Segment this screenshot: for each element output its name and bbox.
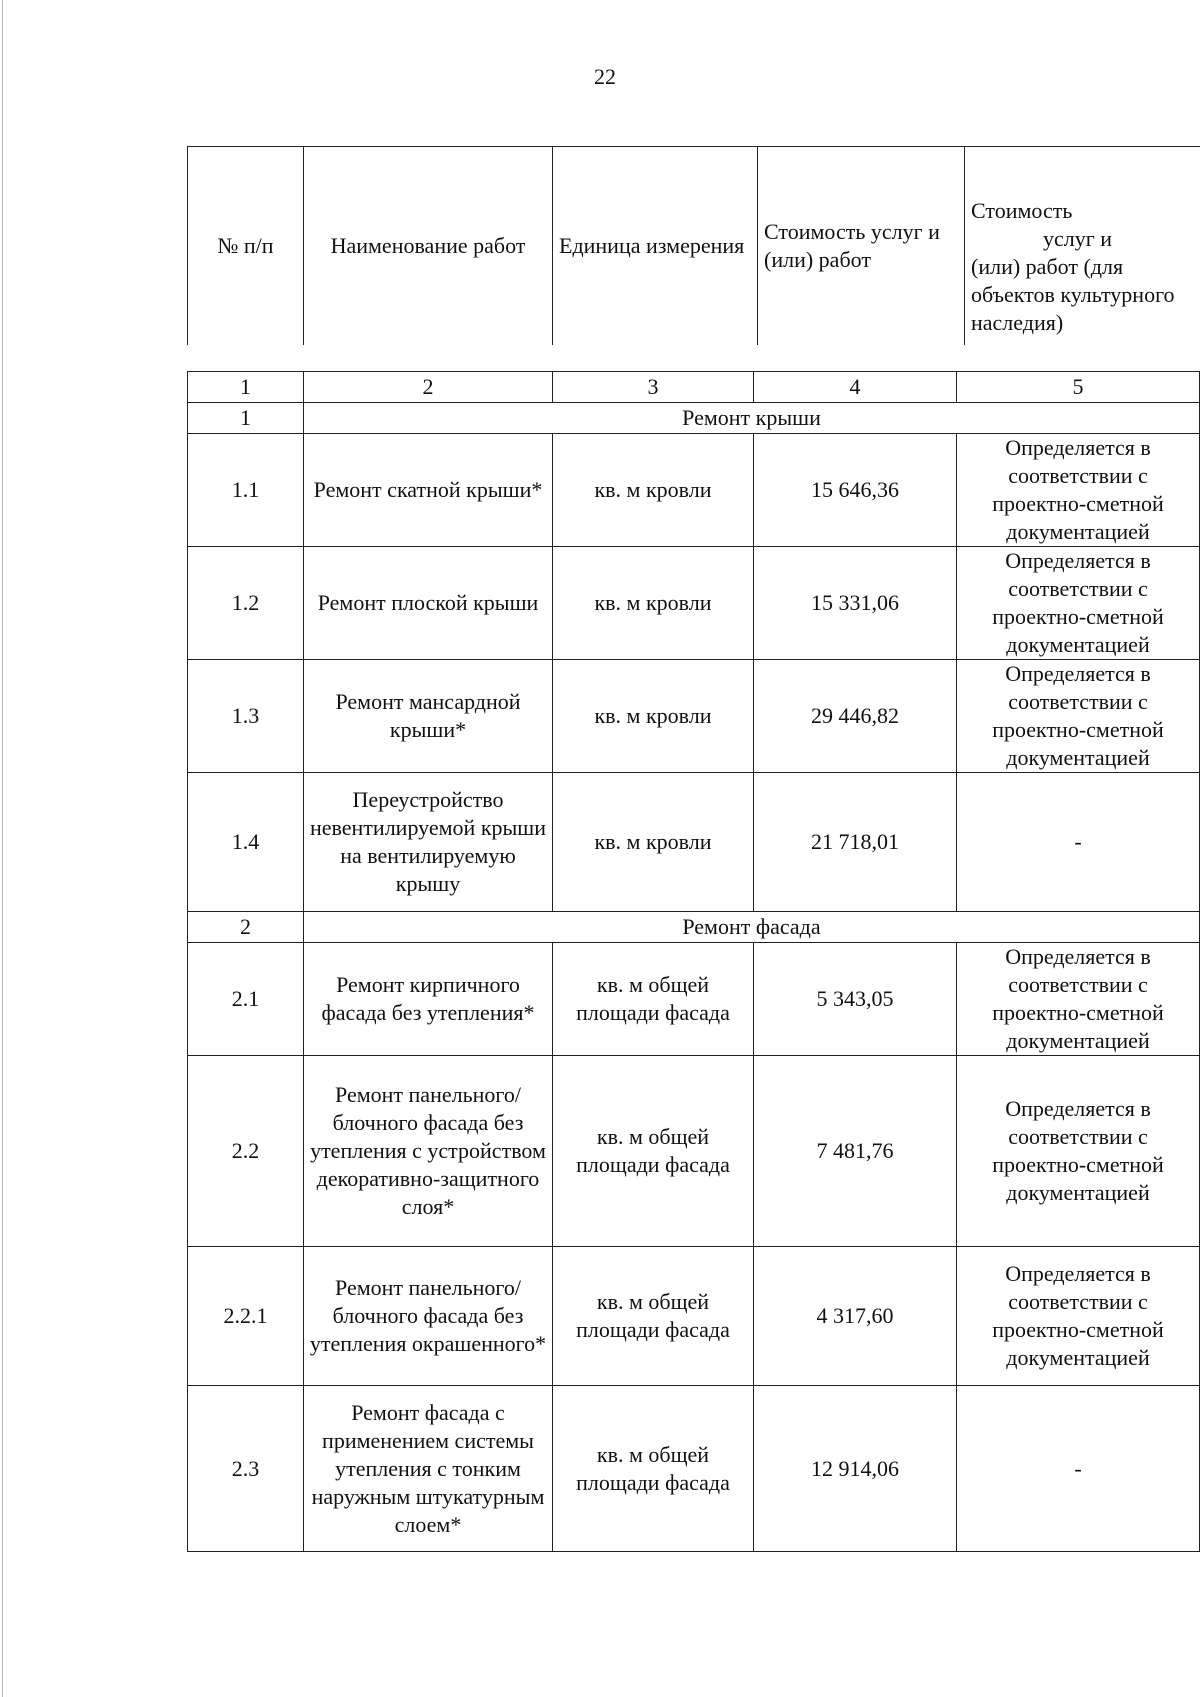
unit: кв. м общей площади фасада <box>553 943 754 1056</box>
unit: кв. м общей площади фасада <box>553 1247 754 1386</box>
cost: 29 446,82 <box>754 660 957 773</box>
table-row <box>188 943 1200 1056</box>
table-header <box>187 146 1200 345</box>
section-title: Ремонт фасада <box>304 912 1200 943</box>
unit: кв. м общей площади фасада <box>553 1386 754 1552</box>
row-number: 2.2.1 <box>188 1247 304 1386</box>
header-heritage-line1: Стоимость <box>971 198 1073 223</box>
column-number: 5 <box>957 372 1200 403</box>
header-unit: Единица измерения <box>553 147 758 346</box>
section-number: 1 <box>188 403 304 434</box>
cost: 15 331,06 <box>754 547 957 660</box>
row-number: 1.3 <box>188 660 304 773</box>
heritage-cost: Определяется в соответствии с проектно-сметной документацией <box>957 943 1200 1056</box>
work-name: Ремонт фасада с применением системы утепления с тонким наружным штукатурным слоем* <box>304 1386 553 1552</box>
row-number: 2.2 <box>188 1056 304 1247</box>
header-heritage-line2: услуг и <box>1043 226 1113 251</box>
heritage-cost: Определяется в соответствии с проектно-сметной документацией <box>957 434 1200 547</box>
work-name: Ремонт мансардной крыши* <box>304 660 553 773</box>
row-number: 1.1 <box>188 434 304 547</box>
column-number: 2 <box>304 372 553 403</box>
heritage-cost: Определяется в соответствии с проектно-сметной документацией <box>957 547 1200 660</box>
unit: кв. м кровли <box>553 434 754 547</box>
heritage-cost: - <box>957 1386 1200 1552</box>
unit: кв. м кровли <box>553 660 754 773</box>
table-row <box>188 660 1200 773</box>
column-number-row <box>188 372 1200 403</box>
header-number: № п/п <box>188 147 304 346</box>
section-row <box>188 403 1200 434</box>
cost: 5 343,05 <box>754 943 957 1056</box>
work-name: Ремонт кирпичного фасада без утепления* <box>304 943 553 1056</box>
row-number: 1.2 <box>188 547 304 660</box>
heritage-cost: Определяется в соответствии с проектно-сметной документацией <box>957 1056 1200 1247</box>
work-name: Ремонт панельного/блочного фасада без утепления окрашенного* <box>304 1247 553 1386</box>
table-row <box>188 434 1200 547</box>
row-number: 2.1 <box>188 943 304 1056</box>
section-title: Ремонт крыши <box>304 403 1200 434</box>
column-number: 1 <box>188 372 304 403</box>
work-name: Ремонт панельного/блочного фасада без утепления с устройством декоративно-защитного слоя* <box>304 1056 553 1247</box>
header-heritage-rest: (или) работ (для объектов культурного наследия) <box>971 254 1175 335</box>
column-number: 3 <box>553 372 754 403</box>
cost: 15 646,36 <box>754 434 957 547</box>
work-name: Переустройство невентилируемой крыши на вентилируемую крышу <box>304 773 553 912</box>
table-row <box>188 1386 1200 1552</box>
page-number: 22 <box>594 64 616 89</box>
cost: 12 914,06 <box>754 1386 957 1552</box>
table-row <box>188 1247 1200 1386</box>
unit: кв. м кровли <box>553 547 754 660</box>
work-name: Ремонт скатной крыши* <box>304 434 553 547</box>
section-number: 2 <box>188 912 304 943</box>
table-row <box>188 1056 1200 1247</box>
cost: 4 317,60 <box>754 1247 957 1386</box>
table-row <box>188 773 1200 912</box>
column-number: 4 <box>754 372 957 403</box>
unit: кв. м кровли <box>553 773 754 912</box>
scan-edge-line <box>2 0 3 1697</box>
cost-table <box>187 371 1200 1552</box>
heritage-cost: - <box>957 773 1200 912</box>
header-heritage-cost <box>965 147 1200 346</box>
table-row <box>188 547 1200 660</box>
unit: кв. м общей площади фасада <box>553 1056 754 1247</box>
work-name: Ремонт плоской крыши <box>304 547 553 660</box>
cost: 21 718,01 <box>754 773 957 912</box>
heritage-cost: Определяется в соответствии с проектно-сметной документацией <box>957 660 1200 773</box>
heritage-cost: Определяется в соответствии с проектно-сметной документацией <box>957 1247 1200 1386</box>
cost: 7 481,76 <box>754 1056 957 1247</box>
header-work-name: Наименование работ <box>304 147 553 346</box>
header-cost: Стоимость услуг и (или) работ <box>758 147 965 346</box>
section-row <box>188 912 1200 943</box>
row-number: 1.4 <box>188 773 304 912</box>
row-number: 2.3 <box>188 1386 304 1552</box>
